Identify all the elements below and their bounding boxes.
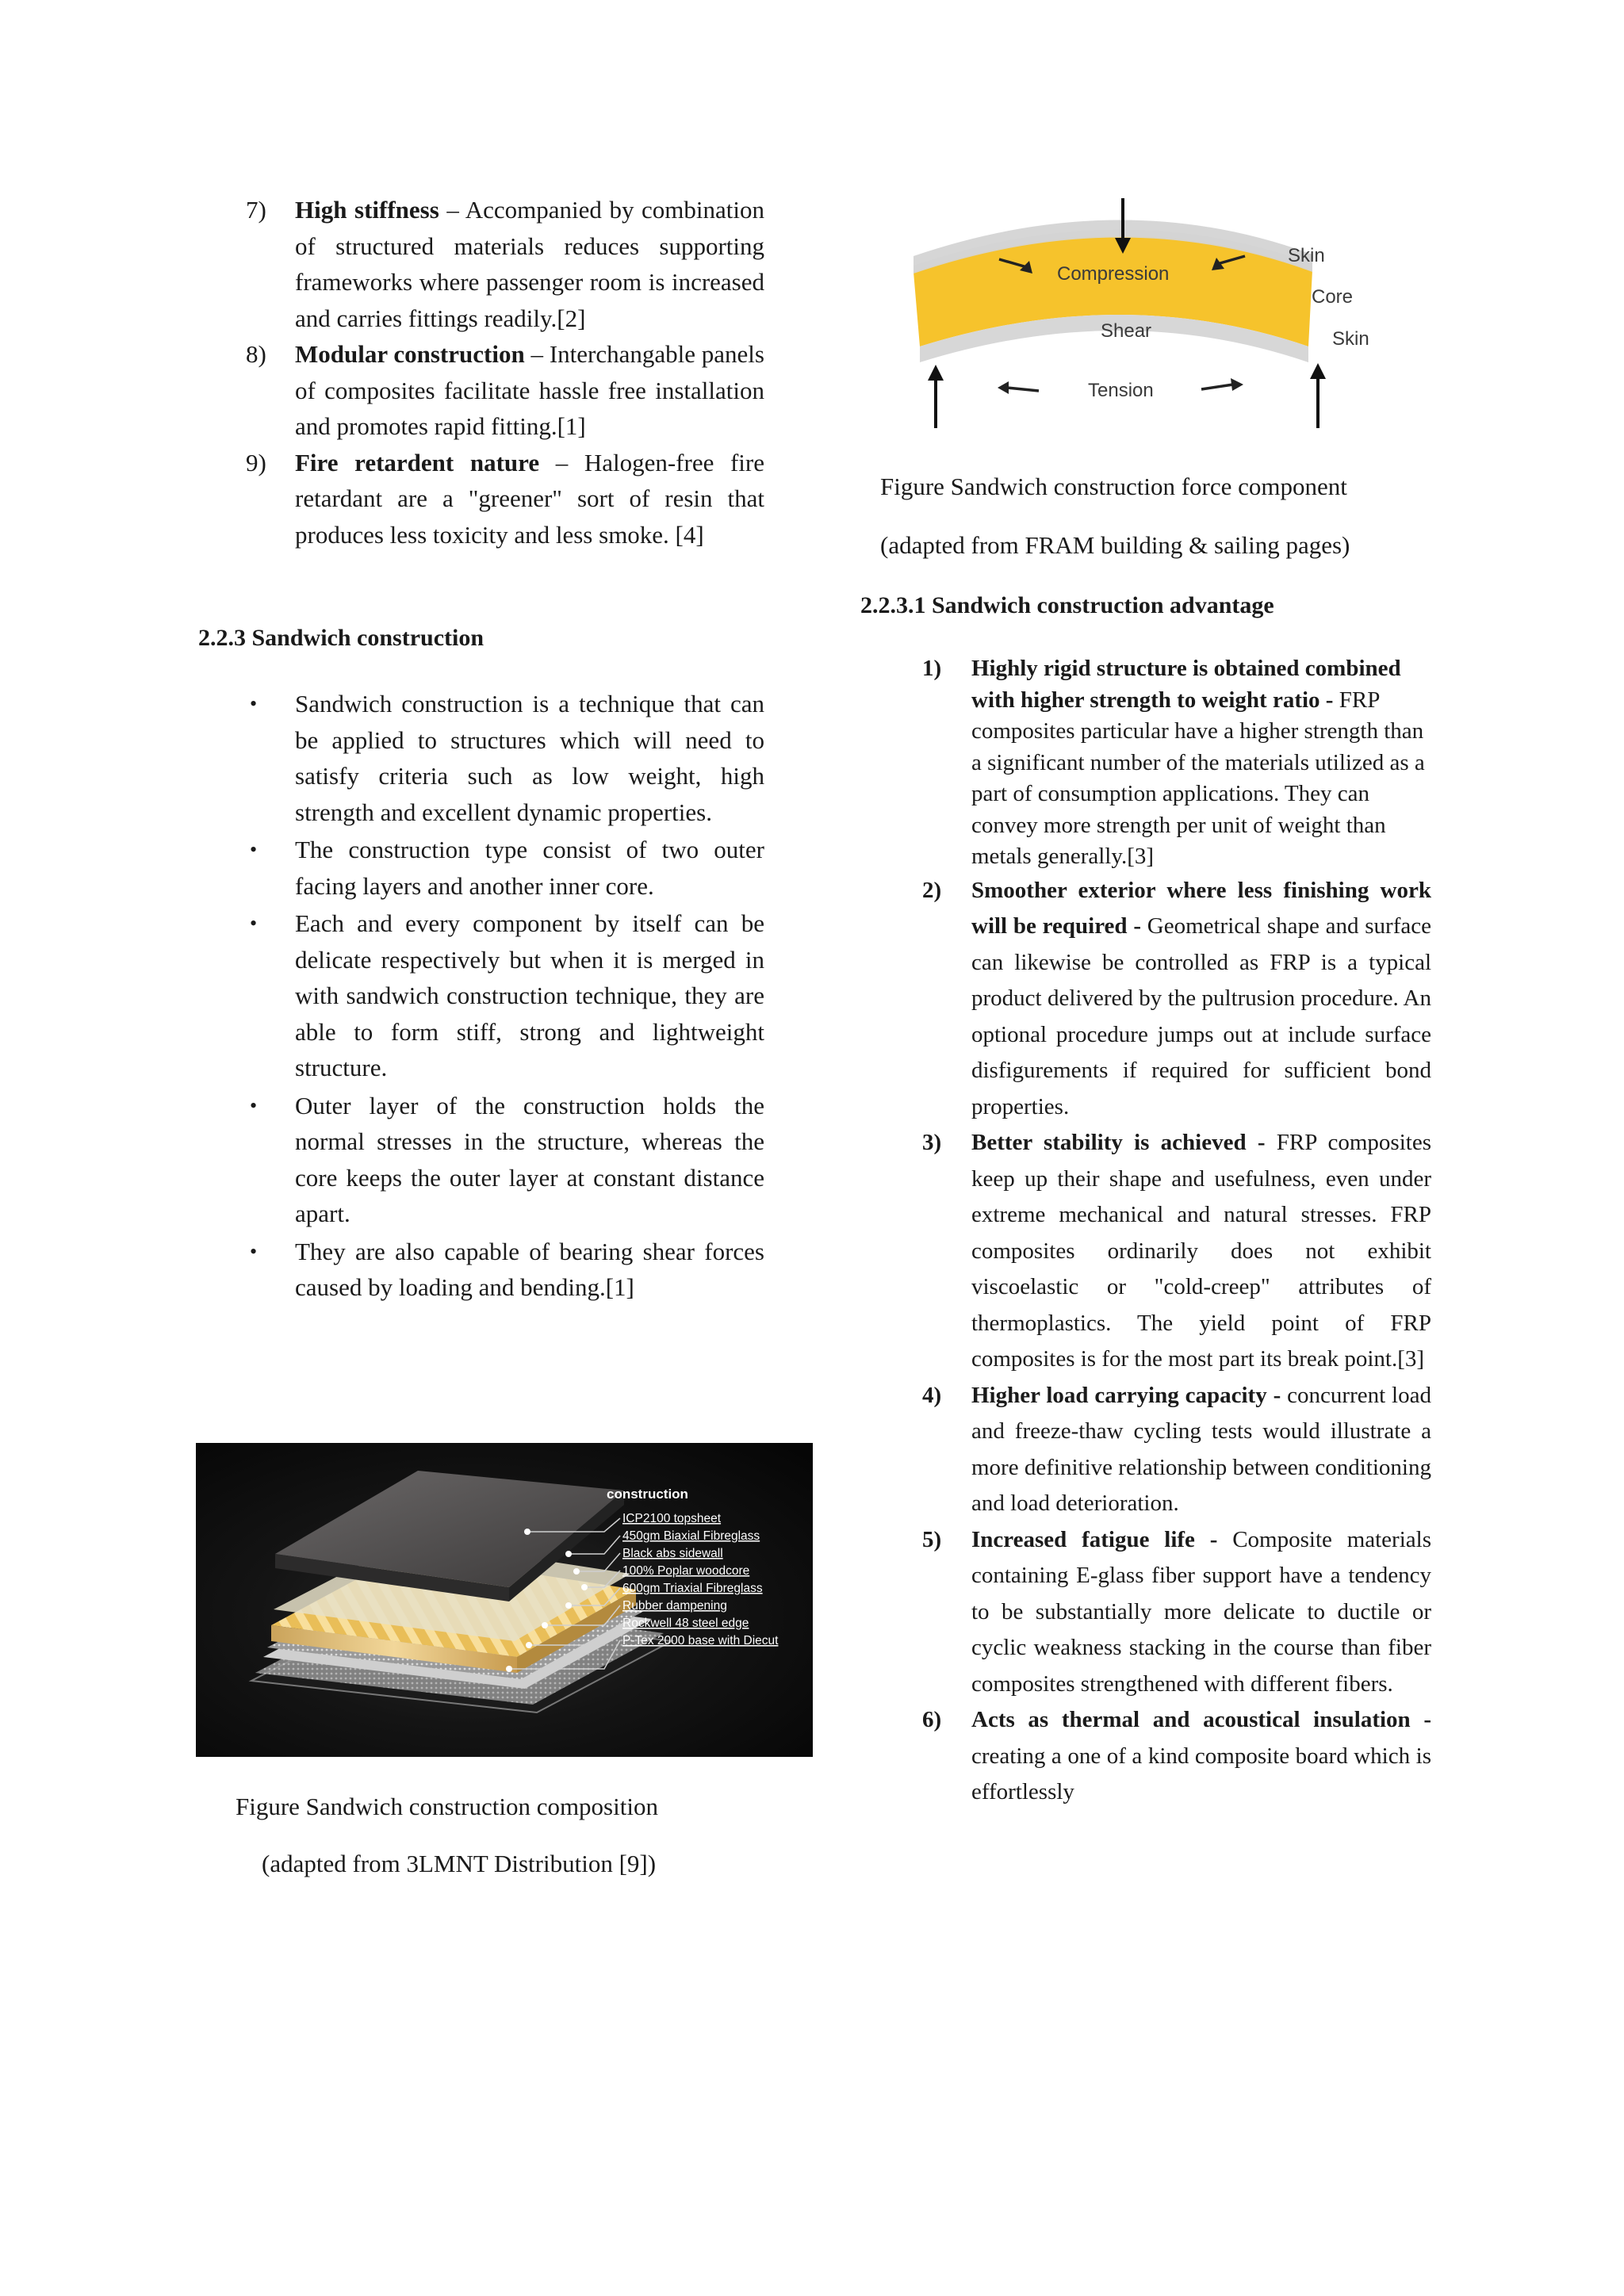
item-title: Modular construction <box>295 340 525 368</box>
tension-label: Tension <box>1088 380 1154 401</box>
layer-label: Rubber dampening <box>622 1599 727 1613</box>
item-body: Accompanied by combination of structured materials reduces supporting frameworks where passenger room is increased and carries fittings readily.[2] <box>295 196 764 332</box>
core-label: Core <box>1312 286 1354 308</box>
sandwich-bullet-list <box>198 686 813 1306</box>
compression-label: Compression <box>1057 263 1170 285</box>
item-body: Geometrical shape and surface can likewise be controlled as FRP is a typical product delivered by the pultrusion procedure. An optional procedure jumps out at include surface disfigurements if required for sufficient bond properties. <box>971 913 1431 1119</box>
list-item: • They are also capable of bearing shear forces caused by loading and bending.[1] <box>198 1234 813 1306</box>
section-heading-sandwich-construction: 2.2.3 Sandwich construction <box>198 625 485 651</box>
item-number: 2) <box>922 877 942 903</box>
bullet-icon: • <box>250 1093 258 1117</box>
list-item: 9) Fire retardent nature – Halogen-free fire retardant are a "greener" sort of resin that produces less toxicity and less smoke. [4] <box>198 445 813 553</box>
list-item: 5) Increased fatigue life - Composite materials containing E-glass fiber support have a tendency to be substantially more delicate to ductile or cyclic weakness stacking in the course than fiber composites strengthened with different fibers. <box>860 1522 1431 1703</box>
shear-label: Shear <box>1101 320 1152 342</box>
bullet-icon: • <box>250 838 258 861</box>
item-number: 3) <box>922 1130 942 1155</box>
item-number: 6) <box>922 1707 942 1732</box>
list-item: 6) Acts as thermal and acoustical insulation - creating a one of a kind composite board which is effortlessly <box>860 1702 1431 1811</box>
layer-label: Black abs sidewall <box>622 1547 723 1560</box>
list-item: • Outer layer of the construction holds the normal stresses in the structure, whereas the core keeps the outer layer at constant distance apart. <box>198 1088 813 1232</box>
item-body: Composite materials containing E-glass fiber support have a tendency to be substantially more delicate to ductile or cyclic weakness stacking in the course than fiber composites strengthened with different fibers. <box>971 1526 1431 1697</box>
list-item: 8) Modular construction – Interchangable panels of composites facilitate hassle free installation and promotes rapid fitting.[1] <box>198 336 813 445</box>
advantage-list-continued <box>198 192 813 553</box>
item-number: 1) <box>922 656 942 681</box>
item-body: Halogen-free fire retardant are a "greener" sort of resin that produces less toxicity and less smoke. [4] <box>295 448 764 549</box>
advantage-list <box>860 653 1431 1811</box>
layer-label: ICP2100 topsheet <box>622 1512 722 1525</box>
list-item: 2) Smoother exterior where less finishing work will be required - Geometrical shape and surface can likewise be controlled as FRP is a typical product delivered by the pultrusion procedure. An optional procedure jumps out at include surface disfigurements if required for sufficient bond properties. <box>860 873 1431 1126</box>
item-title: Higher load carrying capacity <box>971 1382 1267 1408</box>
list-item: 3) Better stability is achieved - FRP composites keep up their shape and usefulness, even under extreme mechanical and natural stresses. FRP composites ordinarily does not exhibit viscoelastic or "cold-creep" attributes of thermoplastics. The yield point of FRP composites is for the most part its break point.[3] <box>860 1125 1431 1378</box>
bullet-icon: • <box>250 1239 258 1263</box>
item-body: creating a one of a kind composite board which is effortlessly <box>971 1743 1431 1804</box>
list-item: 1) Highly rigid structure is obtained combined with higher strength to weight ratio - FRP composites particular have a higher strength than a significant number of the materials utilized as a part of consumption applications. They can convey more strength per unit of weight than metals generally.[3] <box>860 653 1431 873</box>
section-heading-advantage: 2.2.3.1 Sandwich construction advantage <box>860 592 1274 618</box>
skin-top-label: Skin <box>1288 245 1325 266</box>
force-component-diagram <box>904 194 1396 440</box>
figure-source-force: (adapted from FRAM building & sailing pages) <box>880 531 1350 559</box>
item-title: Acts as thermal and acoustical insulation <box>971 1707 1411 1732</box>
figure-caption-force: Figure Sandwich construction force component <box>880 473 1347 500</box>
list-item: • Sandwich construction is a technique that can be applied to structures which will need to satisfy criteria such as low weight, high strength and excellent dynamic properties. <box>198 686 813 830</box>
list-item: 4) Higher load carrying capacity - concurrent load and freeze-thaw cycling tests would illustrate a more definitive relationship between conditioning and load deterioration. <box>860 1378 1431 1522</box>
right-column <box>860 653 1431 1811</box>
item-number: 7) <box>246 196 266 224</box>
item-body: concurrent load and freeze-thaw cycling tests would illustrate a more definitive relationship between conditioning and load deterioration. <box>971 1382 1431 1516</box>
bullet-icon: • <box>250 692 258 715</box>
layer-label: P-Tex 2000 base with Diecut <box>622 1634 779 1647</box>
item-number: 4) <box>922 1382 942 1408</box>
item-number: 9) <box>246 448 266 476</box>
skin-bottom-label: Skin <box>1332 328 1369 350</box>
item-body: FRP composites particular have a higher strength than a significant number of the materials utilized as a part of consumption applications. They can convey more strength per unit of weight than metals generally.[3] <box>971 687 1425 869</box>
photo-title: construction <box>607 1487 688 1502</box>
figure-source-composition: (adapted from 3LMNT Distribution [9]) <box>262 1850 657 1877</box>
item-title: High stiffness <box>295 196 439 224</box>
layer-label: Rockwell 48 steel edge <box>622 1617 749 1630</box>
left-column <box>198 192 813 1306</box>
layer-label: 450gm Biaxial Fibreglass <box>622 1529 760 1543</box>
item-number: 5) <box>922 1526 942 1552</box>
list-item: • Each and every component by itself can be delicate respectively but when it is merged in with sandwich construction technique, they are able to form stiff, strong and lightweight structure. <box>198 905 813 1086</box>
item-title: Increased fatigue life <box>971 1526 1195 1552</box>
list-item: • The construction type consist of two outer facing layers and another inner core. <box>198 832 813 904</box>
layer-stack-illustration <box>196 1443 813 1757</box>
construction-layers-photo <box>196 1443 813 1757</box>
layer-label: 100% Poplar woodcore <box>622 1564 750 1578</box>
item-body: Interchangable panels of composites facilitate hassle free installation and promotes rapid fitting.[1] <box>295 340 764 440</box>
item-body: FRP composites keep up their shape and usefulness, even under extreme mechanical and natural stresses. FRP composites ordinarily does not exhibit viscoelastic or "cold-creep" attributes of thermoplastics. The yield point of FRP composites is for the most part its break point.[3] <box>971 1130 1431 1372</box>
item-title: Smoother exterior where less finishing work will be required <box>971 877 1431 939</box>
list-item: 7) High stiffness – Accompanied by combination of structured materials reduces supporting frameworks where passenger room is increased and carries fittings readily.[2] <box>198 192 813 336</box>
figure-caption-composition: Figure Sandwich construction composition <box>236 1793 658 1820</box>
item-title: Highly rigid structure is obtained combined with higher strength to weight ratio <box>971 656 1401 713</box>
bullet-icon: • <box>250 912 258 935</box>
item-title: Better stability is achieved <box>971 1130 1247 1155</box>
item-title: Fire retardent nature <box>295 448 540 476</box>
item-number: 8) <box>246 340 266 368</box>
layer-label: 600gm Triaxial Fibreglass <box>622 1582 763 1595</box>
